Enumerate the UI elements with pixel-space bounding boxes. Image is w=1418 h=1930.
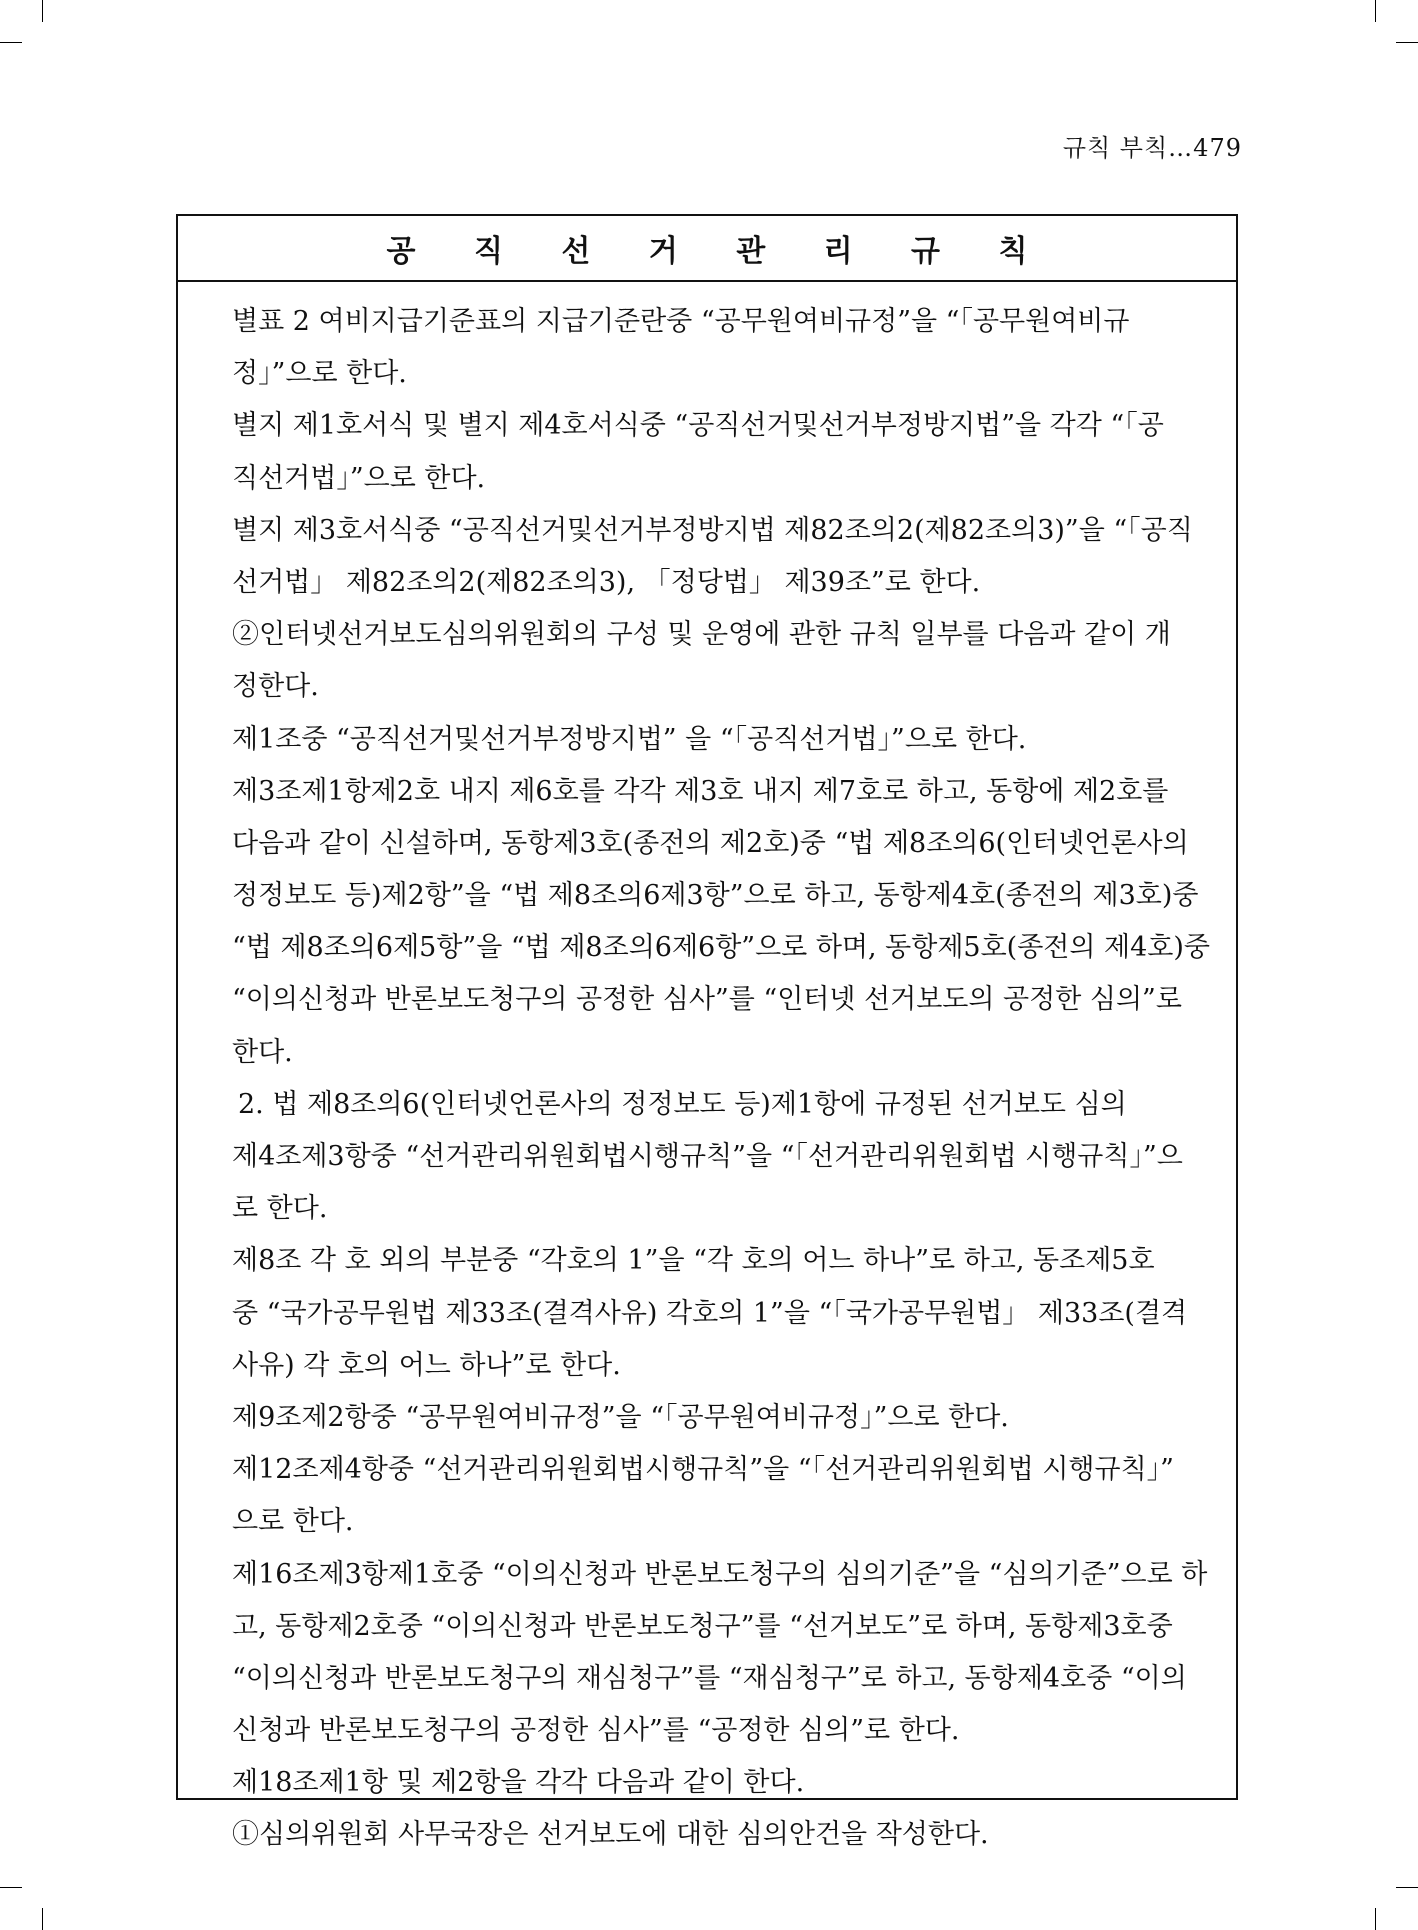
text-line: ①심의위원회 사무국장은 선거보도에 대한 심의안건을 작성한다. [232,1819,989,1851]
crop-mark-bottom-left-h [0,1887,22,1888]
text-line: 한다. [232,1036,293,1068]
text-line: 제1조중 “공직선거및선거부정방지법” 을 “「공직선거법」”으로 한다. [232,723,1027,755]
text-line: 고, 동항제2호중 “이의신청과 반론보도청구”를 “선거보도”로 하며, 동항제3호중 [232,1610,1173,1642]
text-line: 정한다. [232,671,319,703]
document-title: 공 직 선 거 관 리 규 칙 [386,234,1052,269]
text-line: 제9조제2항중 “공무원여비규정”을 “「공무원여비규정」”으로 한다. [232,1401,1009,1433]
crop-mark-bottom-right-v [1375,1908,1376,1930]
crop-mark-bottom-right-h [1396,1887,1418,1888]
crop-mark-top-right-v [1375,0,1376,22]
text-line: 사유) 각 호의 어느 하나”로 한다. [232,1349,621,1381]
text-line: 중 “국가공무원법 제33조(결격사유) 각호의 1”을 “「국가공무원법」 제33조(결격 [232,1297,1188,1329]
crop-mark-top-right-h [1396,42,1418,43]
crop-mark-bottom-left-v [42,1908,43,1930]
text-line: “이의신청과 반론보도청구의 재심청구”를 “재심청구”로 하고, 동항제4호중 “이의 [232,1662,1187,1694]
text-line: 다음과 같이 신설하며, 동항제3호(종전의 제2호)중 “법 제8조의6(인터넷언론사의 [232,827,1189,859]
text-line: 선거법」 제82조의2(제82조의3), 「정당법」 제39조”로 한다. [232,566,981,598]
text-line: “법 제8조의6제5항”을 “법 제8조의6제6항”으로 하며, 동항제5호(종전의 제4호)중 [232,932,1210,964]
title-bar [178,216,1236,282]
text-line: 별표 2 여비지급기준표의 지급기준란중 “공무원여비규정”을 “「공무원여비규 [232,306,1130,337]
text-line: 제16조제3항제1호중 “이의신청과 반론보도청구의 심의기준”을 “심의기준”으로 하 [232,1558,1208,1590]
text-line: 2. 법 제8조의6(인터넷언론사의 정정보도 등)제1항에 규정된 선거보도 심의 [238,1088,1127,1120]
text-line: 별지 제1호서식 및 별지 제4호서식중 “공직선거및선거부정방지법”을 각각 “「공 [232,410,1164,442]
content-frame [176,214,1238,1851]
text-line: 정정보도 등)제2항”을 “법 제8조의6제3항”으로 하고, 동항제4호(종전의 제3호)중 [232,880,1199,912]
running-header: 규칙 부칙…479 [1062,134,1242,162]
text-line: 직선거법」”으로 한다. [232,462,486,494]
text-line: 신청과 반론보도청구의 공정한 심사”를 “공정한 심의”로 한다. [232,1715,960,1747]
text-line: “이의신청과 반론보도청구의 공정한 심사”를 “인터넷 선거보도의 공정한 심의”로 [232,984,1182,1016]
text-line: 별지 제3호서식중 “공직선거및선거부정방지법 제82조의2(제82조의3)”을 “「공직 [232,514,1193,546]
crop-mark-top-left-v [42,0,43,22]
text-line: 정」”으로 한다. [232,358,407,390]
text-line: 제12조제4항중 “선거관리위원회법시행규칙”을 “「선거관리위원회법 시행규칙」” [232,1454,1174,1486]
text-line: 제8조 각 호 외의 부분중 “각호의 1”을 “각 호의 어느 하나”로 하고, 동조제5호 [232,1245,1155,1277]
body-text [232,296,1218,1862]
text-line: 로 한다. [232,1193,328,1225]
text-line: 제18조제1항 및 제2항을 각각 다음과 같이 한다. [232,1767,805,1799]
text-line: 제3조제1항제2호 내지 제6호를 각각 제3호 내지 제7호로 하고, 동항에 제2호를 [232,775,1169,807]
text-line: 제4조제3항중 “선거관리위원회법시행규칙”을 “「선거관리위원회법 시행규칙」”으 [232,1141,1183,1172]
text-line: 으로 한다. [232,1506,354,1538]
text-line: ②인터넷선거보도심의위원회의 구성 및 운영에 관한 규칙 일부를 다음과 같이 개 [232,619,1171,651]
crop-mark-top-left-h [0,42,22,43]
